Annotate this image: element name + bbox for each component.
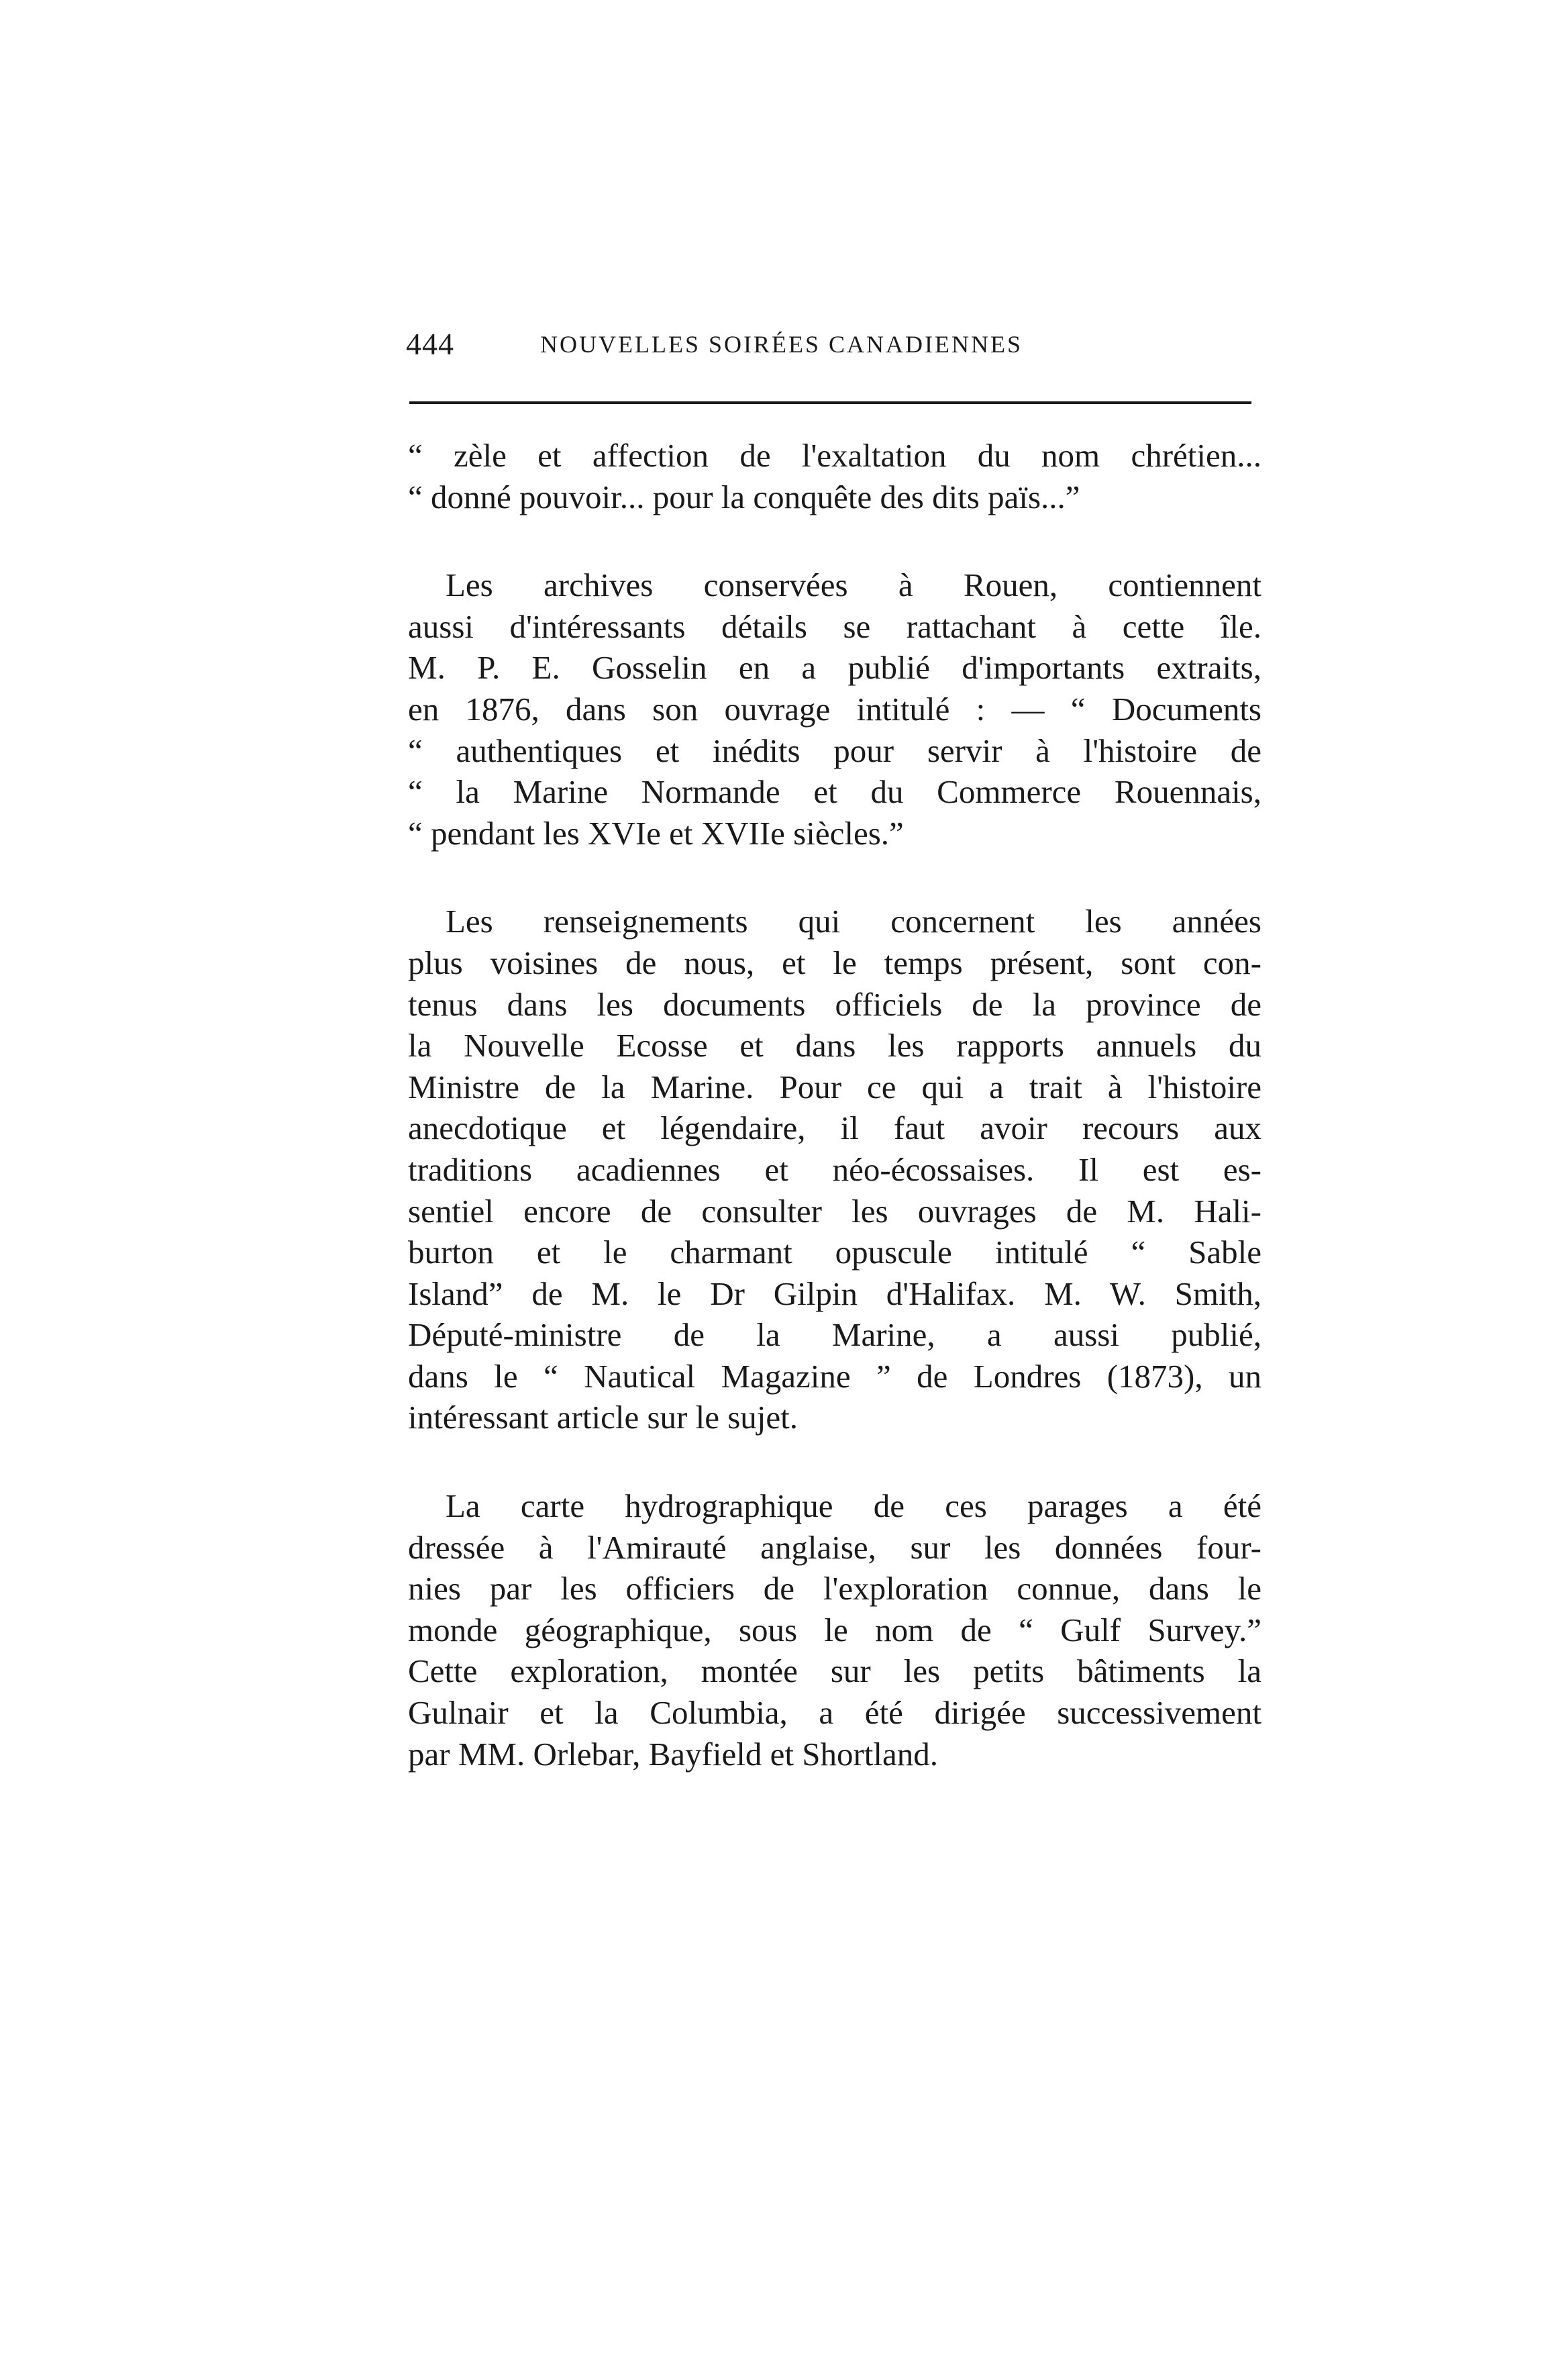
text-line: La carte hydrographique de ces parages a été <box>446 1487 1261 1525</box>
text-line: Les archives conservées à Rouen, contiennent <box>446 566 1261 604</box>
text-line: dressée à l'Amirauté anglaise, sur les données four- <box>408 1528 1261 1566</box>
text-line: Député-ministre de la Marine, a aussi publié, <box>408 1316 1261 1354</box>
text-line: “ authentiques et inédits pour servir à l'histoire de <box>408 732 1261 769</box>
text-line: nies par les officiers de l'exploration connue, dans le <box>408 1570 1261 1607</box>
text-line: traditions acadiennes et néo-écossaises. Il est es- <box>408 1150 1261 1188</box>
text-line: sentiel encore de consulter les ouvrages de M. Hali- <box>408 1192 1261 1230</box>
text-line: intéressant article sur le sujet. <box>408 1399 798 1436</box>
text-line: “ zèle et affection de l'exaltation du nom chrétien... <box>408 437 1261 474</box>
text-line: la Nouvelle Ecosse et dans les rapports annuels du <box>408 1027 1261 1064</box>
running-title: NOUVELLES SOIRÉES CANADIENNES <box>540 331 1023 358</box>
text-line: “ donné pouvoir... pour la conquête des dits païs...” <box>408 478 1080 515</box>
page-header <box>406 321 1255 368</box>
text-line: en 1876, dans son ouvrage intitulé : — “ Documents <box>408 690 1261 728</box>
body-text <box>408 435 1261 1822</box>
page-number: 444 <box>406 327 454 361</box>
paragraph-carte <box>408 1485 1261 1775</box>
text-line: anecdotique et légendaire, il faut avoir recours aux <box>408 1109 1261 1147</box>
text-line: M. P. E. Gosselin en a publié d'importants extraits, <box>408 649 1261 687</box>
text-line: plus voisines de nous, et le temps présent, sont con- <box>408 944 1261 981</box>
text-line: burton et le charmant opuscule intitulé “ Sable <box>408 1234 1261 1271</box>
paragraph-renseignements <box>408 901 1261 1438</box>
paragraph-archives <box>408 564 1261 854</box>
text-line: “ pendant les XVIe et XVIIe siècles.” <box>408 814 904 852</box>
text-line: par MM. Orlebar, Bayfield et Shortland. <box>408 1735 939 1773</box>
text-line: Cette exploration, montée sur les petits bâtiments la <box>408 1652 1261 1690</box>
text-line: monde géographique, sous le nom de “ Gulf Survey.” <box>408 1611 1261 1648</box>
text-line: Gulnair et la Columbia, a été dirigée successivement <box>408 1694 1261 1732</box>
paragraph-quote <box>408 435 1261 517</box>
text-line: Les renseignements qui concernent les années <box>446 903 1261 940</box>
text-line: “ la Marine Normande et du Commerce Rouennais, <box>408 773 1261 811</box>
text-line: tenus dans les documents officiels de la province de <box>408 985 1261 1023</box>
header-rule <box>409 401 1251 404</box>
text-line: dans le “ Nautical Magazine ” de Londres (1873), un <box>408 1357 1261 1395</box>
text-line: aussi d'intéressants détails se rattachant à cette île. <box>408 607 1261 645</box>
text-line: Island” de M. le Dr Gilpin d'Halifax. M. W. Smith, <box>408 1275 1261 1312</box>
text-line: Ministre de la Marine. Pour ce qui a trait à l'histoire <box>408 1068 1261 1105</box>
